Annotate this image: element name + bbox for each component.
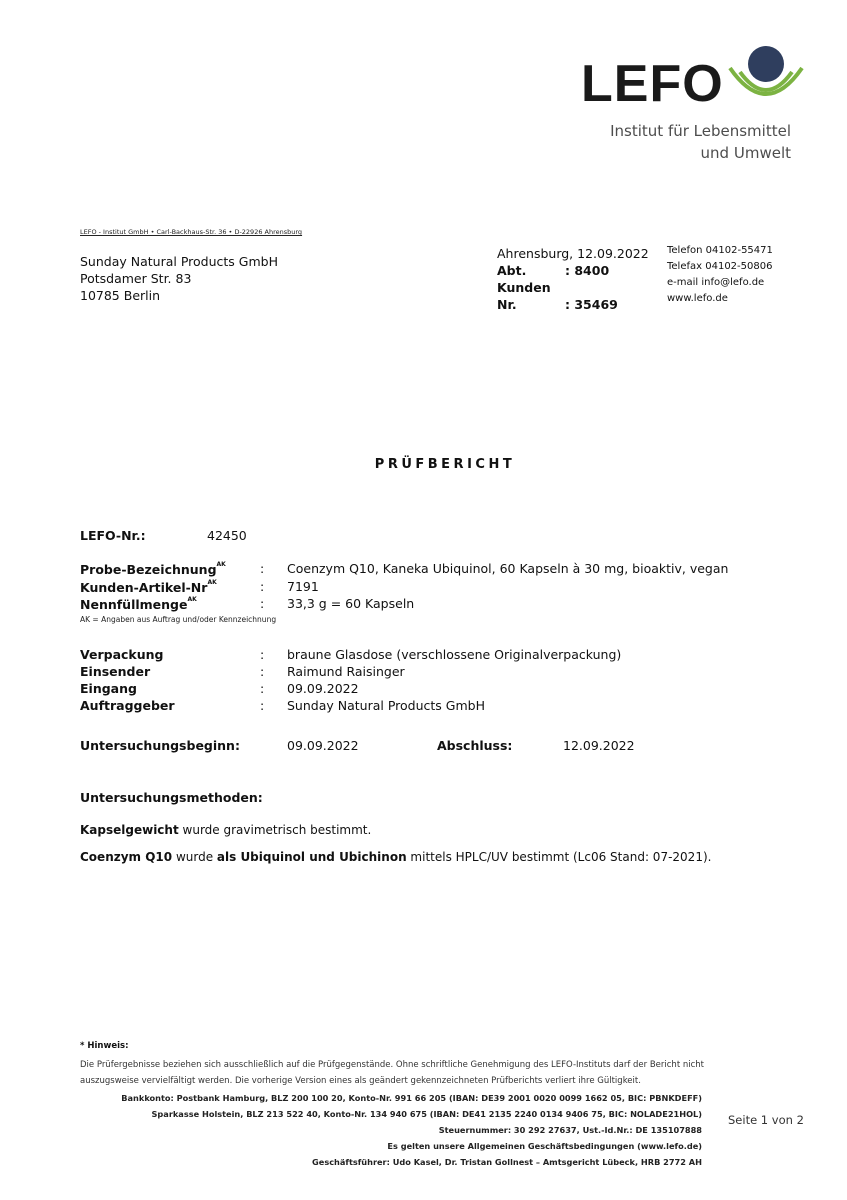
row-value: 33,3 g = 60 Kapseln — [287, 596, 415, 611]
row-value: braune Glasdose (verschlossene Originalverpackung) — [287, 647, 622, 662]
recipient-name: Sunday Natural Products GmbH — [80, 254, 278, 269]
row-label: Eingang — [80, 681, 137, 696]
row-label: Einsender — [80, 664, 151, 679]
abt-label: Abt. — [497, 263, 527, 278]
hinweis-heading: * Hinweis: — [80, 1041, 129, 1051]
place-date: Ahrensburg, 12.09.2022 — [497, 246, 649, 261]
recipient-address — [80, 253, 278, 304]
logo-wordmark: LEFO — [581, 55, 724, 113]
lefo-logo-icon — [718, 42, 808, 112]
begin-label: Untersuchungsbeginn: — [80, 738, 240, 753]
row-value: Coenzym Q10, Kaneka Ubiquinol, 60 Kapseln à 30 mg, bioaktiv, vegan — [287, 561, 729, 576]
row-value: Raimund Raisinger — [287, 664, 405, 679]
kunden-value: : 35469 — [565, 297, 618, 312]
sender-address-line: LEFO - Institut GmbH • Carl-Backhaus-Str. 36 • D-22926 Ahrensburg — [80, 228, 303, 236]
tax-info: Steuernummer: 30 292 27637, Ust.-Id.Nr.: DE 135107888 — [438, 1125, 702, 1135]
subtitle-line-2: und Umwelt — [700, 144, 791, 162]
website-link[interactable]: www.lefo.de — [667, 293, 728, 304]
recipient-street: Potsdamer Str. 83 — [80, 271, 192, 286]
company-footer — [80, 1090, 702, 1170]
row-label: Nennfüllmenge$^{AK}$ — [80, 596, 197, 612]
method-1: Kapselgewicht wurde gravimetrisch bestimmt. — [80, 823, 372, 837]
subtitle-line-1: Institut für Lebensmittel — [610, 122, 791, 140]
hinweis-text: Die Prüfergebnisse beziehen sich ausschließlich auf die Prüfgegenstände. Ohne schriftliche Genehmigung des LEFO-Instituts darf der Bericht nicht auszugsweise vervielfältigt werden. Die vorherige Version eines als geändert gekennzeichneten Prüfberichts verliert ihre Gültigkeit. — [80, 1060, 704, 1086]
bank-postbank: Bankkonto: Postbank Hamburg, BLZ 200 100 20, Konto-Nr. 991 66 205 (IBAN: DE39 2001 0020 0099 1662 05, BIC: PBNKDEFF) — [121, 1093, 702, 1103]
institute-subtitle — [581, 120, 791, 164]
end-value: 12.09.2022 — [563, 738, 635, 753]
methods-heading: Untersuchungsmethoden: — [80, 790, 263, 805]
row-colon: : — [260, 698, 265, 713]
row-label: Probe-Bezeichnung$^{AK}$ — [80, 561, 226, 577]
agb-info: Es gelten unsere Allgemeinen Geschäftsbedingungen (www.lefo.de) — [387, 1141, 702, 1151]
bank-sparkasse: Sparkasse Holstein, BLZ 213 522 40, Konto-Nr. 134 940 675 (IBAN: DE41 2135 2240 0134 9406 75, BIC: NOLADE21HOL) — [151, 1109, 702, 1119]
row-colon: : — [260, 579, 265, 594]
row-colon: : — [260, 681, 265, 696]
page-number: Seite 1 von 2 — [728, 1113, 804, 1127]
row-colon: : — [260, 561, 265, 576]
abt-value: : 8400 — [565, 263, 610, 278]
row-value: 7191 — [287, 579, 319, 594]
telefax: Telefax 04102-50806 — [667, 261, 773, 272]
row-colon: : — [260, 647, 265, 662]
method-2: Coenzym Q10 wurde als Ubiquinol und Ubichinon mittels HPLC/UV bestimmt (Lc06 Stand: 07-2021). — [80, 850, 712, 864]
report-meta — [497, 245, 649, 313]
row-colon: : — [260, 596, 265, 611]
document-title: PRÜFBERICHT — [374, 457, 516, 472]
recipient-city: 10785 Berlin — [80, 288, 161, 303]
row-colon: : — [260, 664, 265, 679]
end-label: Abschluss: — [437, 738, 513, 753]
management-info: Geschäftsführer: Udo Kasel, Dr. Tristan Gollnest – Amtsgericht Lübeck, HRB 2772 AH — [312, 1157, 702, 1167]
logo-dot — [748, 46, 784, 82]
telefon: Telefon 04102-55471 — [667, 245, 773, 256]
email-link[interactable]: e-mail info@lefo.de — [667, 277, 765, 288]
row-label: Kunden-$Artikel-Nr^{AK}$ — [80, 579, 217, 595]
begin-value: 09.09.2022 — [287, 738, 359, 753]
row-value: 09.09.2022 — [287, 681, 359, 696]
kunden-label: Kunden Nr. — [497, 280, 551, 312]
row-label: Verpackung — [80, 647, 164, 662]
lefo-nr-label: LEFO-Nr.: — [80, 528, 146, 543]
row-label: Auftraggeber — [80, 698, 175, 713]
contact-info — [667, 243, 773, 307]
row-value: Sunday Natural Products GmbH — [287, 698, 485, 713]
ak-footnote: AK = Angaben aus Auftrag und/oder Kennzeichnung — [80, 615, 277, 624]
lefo-nr-value: 42450 — [207, 528, 247, 543]
